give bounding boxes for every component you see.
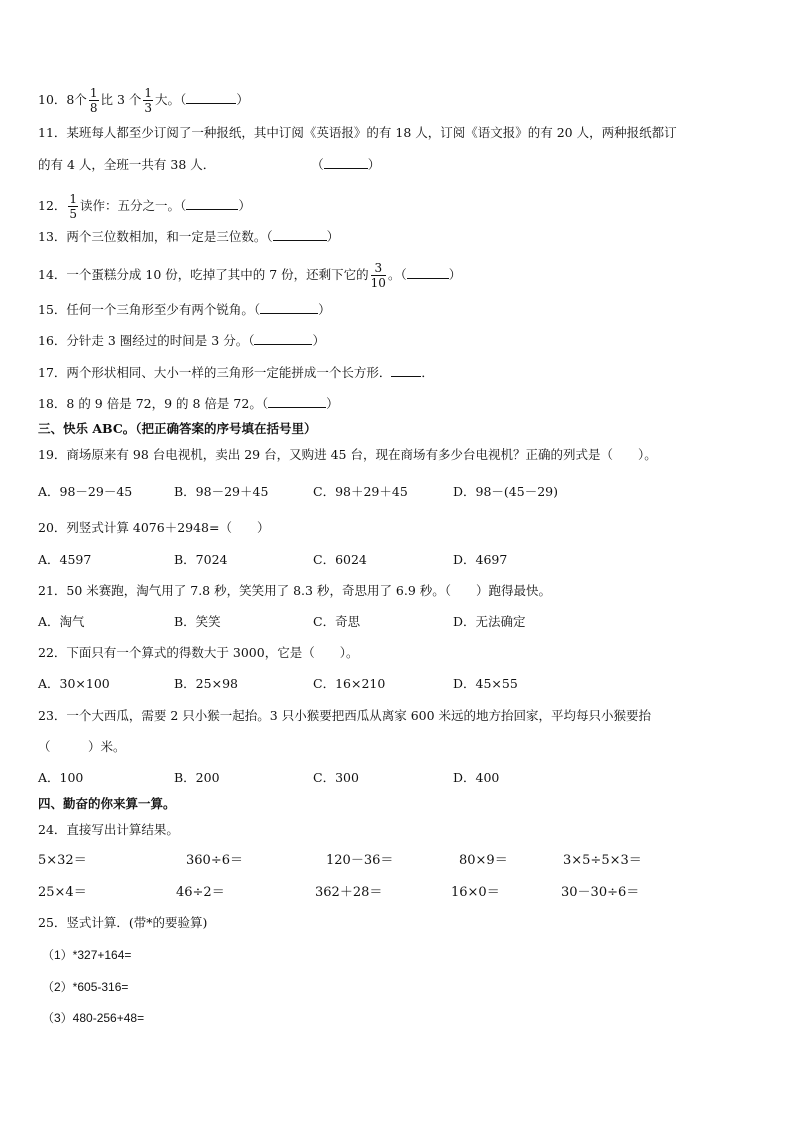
question-21: 21．50 米赛跑，淘气用了 7.8 秒，笑笑用了 8.3 秒，奇思用了 6.9 秒。（ ）跑得最快。 bbox=[38, 583, 552, 598]
q10-fraction-1 bbox=[89, 87, 99, 114]
q11-open-paren: （ bbox=[311, 157, 324, 172]
q17-text: 17．两个形状相同、大小一样的三角形一定能拼成一个长方形． bbox=[38, 365, 392, 380]
q15-answer-blank[interactable] bbox=[260, 302, 318, 314]
q21-option-d[interactable]: D．无法确定 bbox=[453, 614, 526, 629]
q15-close-paren: ） bbox=[318, 302, 331, 317]
q14-denominator: 10 bbox=[370, 276, 386, 290]
q10-text-b: 比 3 个 bbox=[100, 92, 142, 107]
question-15 bbox=[38, 302, 331, 318]
q14-text-2: 。（ bbox=[387, 267, 407, 282]
calc-item: 80×9＝ bbox=[459, 853, 508, 868]
q20-option-b[interactable]: B．7024 bbox=[174, 552, 228, 567]
q16-close-paren: ） bbox=[312, 333, 325, 348]
calc-item: 46÷2＝ bbox=[176, 885, 225, 900]
question-13 bbox=[38, 229, 339, 245]
q10-text-d: ） bbox=[236, 92, 249, 107]
q14-numerator: 3 bbox=[371, 262, 386, 276]
question-17 bbox=[38, 365, 434, 381]
q23-option-d[interactable]: D．400 bbox=[453, 770, 500, 785]
calc-item: 360÷6＝ bbox=[186, 853, 243, 868]
question-23-line-1: 23．一个大西瓜，需要 2 只小猴一起抬。3 只小猴要把西瓜从离家 600 米远的地方抬回家，平均每只小猴要抬 bbox=[38, 708, 652, 723]
question-12 bbox=[38, 193, 251, 220]
q22-option-a[interactable]: A．30×100 bbox=[38, 676, 110, 691]
question-20: 20．列竖式计算 4076＋2948=（ ） bbox=[38, 520, 270, 535]
question-24: 24．直接写出计算结果。 bbox=[38, 822, 179, 837]
q25-part-2: （2）*605-316= bbox=[42, 980, 129, 994]
q21-option-c[interactable]: C．奇思 bbox=[313, 614, 361, 629]
q14-fraction bbox=[371, 262, 386, 289]
q11-text-2: 的有 4 人，全班一共有 38 人． bbox=[38, 157, 216, 172]
question-22: 22．下面只有一个算式的得数大于 3000，它是（ ）。 bbox=[38, 645, 359, 660]
q23-option-c[interactable]: C．300 bbox=[313, 770, 359, 785]
q16-answer-blank[interactable] bbox=[254, 333, 312, 345]
q22-option-c[interactable]: C．16×210 bbox=[313, 676, 386, 691]
q11-answer-blank[interactable] bbox=[324, 157, 368, 169]
q19-option-c[interactable]: C．98＋29＋45 bbox=[313, 484, 408, 499]
question-16 bbox=[38, 333, 325, 349]
calc-item: 5×32＝ bbox=[38, 853, 87, 868]
question-25: 25．竖式计算．(带*的要验算) bbox=[38, 915, 208, 930]
question-11-line-1 bbox=[38, 125, 677, 141]
q21-option-b[interactable]: B．笑笑 bbox=[174, 614, 221, 629]
q10-f2-numerator: 1 bbox=[144, 86, 153, 100]
q22-option-b[interactable]: B．25×98 bbox=[174, 676, 238, 691]
q10-answer-blank[interactable] bbox=[186, 92, 236, 104]
q12-text: 读作：五分之一。（ bbox=[80, 198, 187, 213]
q14-close-paren: ） bbox=[448, 267, 462, 282]
q21-option-a[interactable]: A．淘气 bbox=[38, 614, 85, 629]
q23-option-b[interactable]: B．200 bbox=[174, 770, 220, 785]
q17-answer-blank[interactable] bbox=[391, 365, 421, 377]
q18-text: 18．8 的 9 倍是 72，9 的 8 倍是 72。（ bbox=[38, 396, 269, 411]
question-18 bbox=[38, 396, 339, 412]
section-4-heading: 四、勤奋的你来算一算。 bbox=[38, 796, 176, 811]
q17-end: ． bbox=[421, 365, 434, 380]
q23-option-a[interactable]: A．100 bbox=[38, 770, 84, 785]
q12-number: 12． bbox=[38, 198, 67, 213]
q19-option-d[interactable]: D．98－(45－29) bbox=[453, 484, 558, 499]
q25-part-3: （3）480-256+48= bbox=[42, 1011, 145, 1025]
q14-answer-blank[interactable] bbox=[407, 267, 449, 279]
q13-answer-blank[interactable] bbox=[273, 229, 327, 241]
q16-text: 16．分针走 3 圈经过的时间是 3 分。（ bbox=[38, 333, 255, 348]
question-11-line-2 bbox=[38, 157, 380, 173]
q18-close-paren: ） bbox=[326, 396, 339, 411]
q10-f1-denominator: 8 bbox=[89, 101, 98, 115]
calc-item: 30－30÷6＝ bbox=[561, 885, 640, 900]
calc-item: 25×4＝ bbox=[38, 885, 87, 900]
q12-answer-blank[interactable] bbox=[186, 198, 238, 210]
section-3-heading: 三、快乐 ABC。（把正确答案的序号填在括号里） bbox=[38, 421, 317, 436]
q13-close-paren: ） bbox=[326, 229, 340, 244]
calc-item: 3×5÷5×3＝ bbox=[563, 853, 642, 868]
q13-text: 13．两个三位数相加，和一定是三位数。（ bbox=[38, 229, 273, 244]
q12-close-paren: ） bbox=[238, 198, 251, 213]
q20-option-d[interactable]: D．4697 bbox=[453, 552, 508, 567]
q19-option-a[interactable]: A．98－29－45 bbox=[38, 484, 133, 499]
question-14 bbox=[38, 262, 461, 289]
q19-option-b[interactable]: B．98－29＋45 bbox=[174, 484, 269, 499]
calc-item: 120－36＝ bbox=[326, 853, 394, 868]
q12-numerator: 1 bbox=[69, 192, 78, 206]
question-19: 19．商场原来有 98 台电视机，卖出 29 台，又购进 45 台，现在商场有多少台电视机？正确的列式是（ ）。 bbox=[38, 447, 657, 462]
q22-option-d[interactable]: D．45×55 bbox=[453, 676, 518, 691]
q10-f1-numerator: 1 bbox=[89, 86, 98, 100]
q11-text-1: 11．某班每人都至少订阅了一种报纸，其中订阅《英语报》的有 18 人，订阅《语文报》的有 20 人，两种报纸都订 bbox=[38, 125, 677, 140]
q15-text: 15．任何一个三角形至少有两个锐角。（ bbox=[38, 302, 261, 317]
q12-denominator: 5 bbox=[69, 207, 78, 221]
q20-option-a[interactable]: A．4597 bbox=[38, 552, 92, 567]
q10-fraction-2 bbox=[143, 87, 153, 114]
q14-text: 14．一个蛋糕分成 10 份，吃掉了其中的 7 份，还剩下它的 bbox=[38, 267, 369, 282]
question-23-line-2: （ ）米。 bbox=[38, 739, 126, 754]
question-10 bbox=[38, 87, 249, 114]
q11-close-paren: ） bbox=[367, 157, 381, 172]
q12-fraction bbox=[68, 193, 78, 220]
calc-item: 362＋28＝ bbox=[315, 885, 383, 900]
q10-text-a: 8个 bbox=[66, 92, 87, 107]
q18-answer-blank[interactable] bbox=[268, 396, 326, 408]
q20-option-c[interactable]: C．6024 bbox=[313, 552, 367, 567]
q10-text-c: 大。（ bbox=[155, 92, 187, 107]
q25-part-1: （1）*327+164= bbox=[42, 948, 132, 962]
calc-item: 16×0＝ bbox=[451, 885, 500, 900]
q10-number: 10． bbox=[38, 92, 67, 107]
q10-f2-denominator: 3 bbox=[144, 101, 153, 115]
